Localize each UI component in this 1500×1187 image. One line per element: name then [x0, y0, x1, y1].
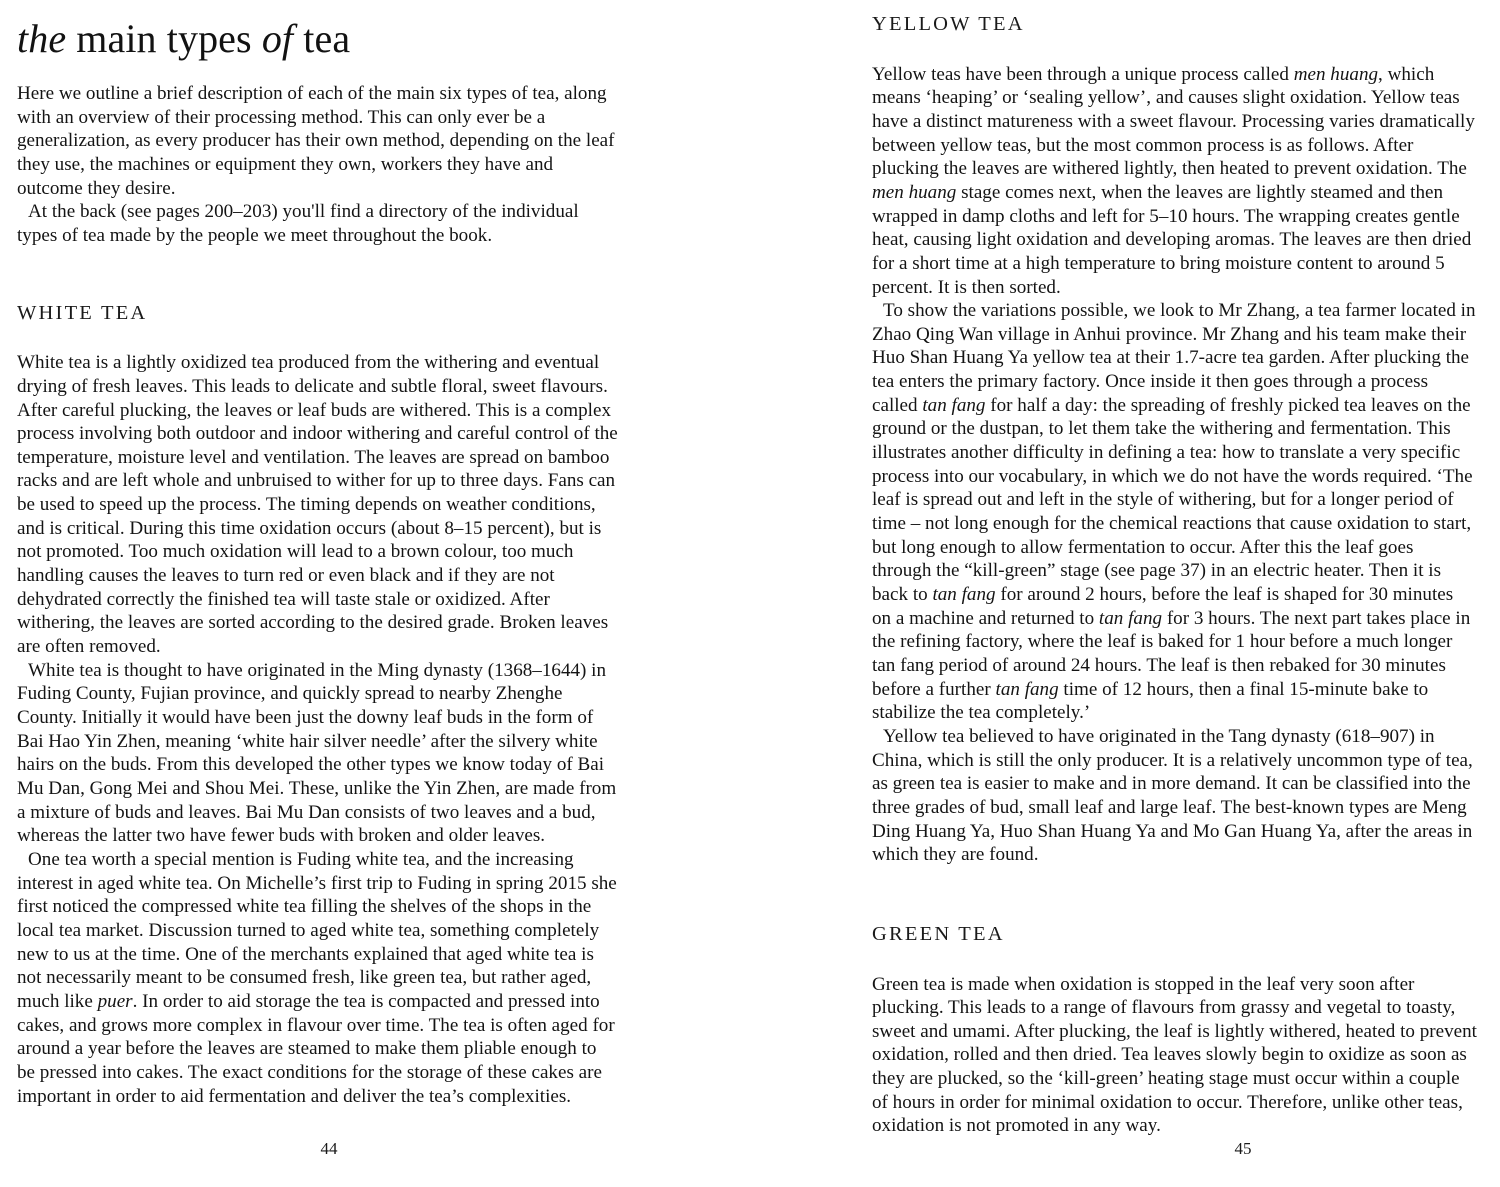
yellow-p2-italic-tan-fang-2: tan fang — [932, 584, 996, 606]
section-heading-yellow-tea: YELLOW TEA — [872, 13, 1025, 35]
intro-paragraph-2: At the back (see pages 200–203) you'll find a directory of the individual types of tea made by the people we meet throughout the book. — [17, 201, 579, 246]
green-tea-body — [872, 973, 1477, 1139]
section-heading-green-tea: GREEN TEA — [872, 922, 1005, 945]
title-word-of: of — [261, 16, 294, 61]
yellow-p2-italic-tan-fang-3: tan fang — [1098, 607, 1163, 629]
yellow-p2-italic-tan-fang-1: tan fang — [922, 394, 986, 416]
yellow-p2-segment-b: for half a day: the spreading of freshly picked tea leaves on the ground or the dustpan, to let them take the withering and fermentation. This illustrates another difficulty in defining a tea: how to translate a very specific process into our vocabulary, in which we do not have the words required. ‘The leaf is spread out and left in the style of withering, but for a longer period of time – not long enough for the chemical reactions that cause oxidation to start, but long enough to allow fermentation to occur. After this the leaf goes through the “kill-green” stage (see page 37) in an electric heater. Then it is back to — [872, 394, 1473, 606]
yellow-p1-segment-c: stage comes next, when the leaves are lightly steamed and then wrapped in damp cloths and left for 5–10 hours. The wrapping creates gentle heat, causing light oxidation and developing aromas. The leaves are then dried for a short time at a high temperature to bring moisture content to around 5 percent. It is then sorted. — [872, 181, 1472, 298]
yellow-tea-paragraph-2 — [872, 299, 1477, 725]
page-title — [17, 0, 618, 60]
intro-paragraph-1: Here we outline a brief description of each of the main six types of tea, along with an overview of their processing method. This can only ever be a generalization, as every producer has their own method, depending on the leaf they use, the machines or equipment they own, workers they have and outcome they desire. — [17, 83, 615, 199]
right-page — [750, 0, 1500, 1187]
yellow-p2-segment-c: for around 2 hours, before the leaf is shaped for 30 minutes on a machine and returned to — [872, 584, 1454, 629]
yellow-tea-body — [872, 63, 1477, 867]
yellow-p2-segment-a: To show the variations possible, we look to Mr Zhang, a tea farmer located in Zhao Qing Wan village in Anhui province. Mr Zhang and his team make their Huo Shan Huang Ya yellow tea at their 1.7-acre tea garden. After plucking the tea enters the primary factory. Once inside it then goes through a process called — [872, 300, 1476, 416]
title-word-tea: tea — [303, 16, 351, 61]
folio-left: 44 — [320, 1139, 338, 1158]
title-word-the: the — [17, 16, 67, 61]
yellow-p2-segment-e: time of 12 hours, then a final 15-minute bake to stabilize the tea completely.’ — [872, 678, 1429, 724]
yellow-tea-paragraph-3: Yellow tea believed to have originated in the Tang dynasty (618–907) in China, which is still the only producer. It is a relatively uncommon type of tea, as green tea is easier to make and in more demand. It can be classified into the three grades of bud, small leaf and large leaf. The best-known types are Meng Ding Huang Ya, Huo Shan Huang Ya and Mo Gan Huang Ya, after the areas in which they are found. — [872, 725, 1473, 866]
yellow-p2-italic-tan-fang-4: tan fang — [995, 678, 1059, 700]
yellow-tea-paragraph-1 — [872, 63, 1477, 300]
yellow-p1-italic-men-huang-2: men huang — [872, 181, 957, 203]
white-tea-paragraph-2: White tea is thought to have originated in the Ming dynasty (1368–1644) in Fuding County, Fujian province, and quickly spread to nearby Zhenghe County. Initially it would have been just the downy leaf buds in the form of Bai Hao Yin Zhen, meaning ‘white hair silver needle’ after the silvery white hairs on the buds. From this developed the other types we know today of Bai Mu Dan, Gong Mei and Shou Mei. These, unlike the Yin Zhen, are made from a mixture of buds and leaves. Bai Mu Dan consists of two leaves and a bud, whereas the latter two have fewer buds with broken and older leaves. — [17, 659, 617, 847]
intro-block — [17, 82, 618, 248]
section-heading-white-tea: WHITE TEA — [17, 301, 148, 324]
green-tea-paragraph-1: Green tea is made when oxidation is stopped in the leaf very soon after plucking. This leads to a range of flavours from grassy and vegetal to toasty, sweet and umami. After plucking, the leaf is lightly withered, heated to prevent oxidation, rolled and then dried. Tea leaves slowly begin to oxidize as soon as they are plucked, so the ‘kill-green’ heating stage must occur within a couple of hours in order for minimal oxidation to occur. Therefore, unlike other teas, oxidation is not promoted in any way. — [872, 973, 1477, 1137]
white-tea-p3-segment-b: . In order to aid storage the tea is compacted and pressed into cakes, and grows more complex in flavour over time. The tea is often aged for around a year before the leaves are steamed to make them pliable enough to be pressed into cakes. The exact conditions for the storage of these cakes are important in order to aid fermentation and deliver the tea’s complexities. — [17, 990, 615, 1107]
white-tea-paragraph-3 — [17, 848, 618, 1108]
yellow-p1-segment-b: , which means ‘heaping’ or ‘sealing yellow’, and causes slight oxidation. Yellow teas have a distinct matureness with a sweet flavour. Processing varies dramatically between yellow teas, but the most common process is as follows. After plucking the leaves are withered lightly, then heated to prevent oxidation. The — [872, 63, 1475, 180]
yellow-p2-segment-d: for 3 hours. The next part takes place in the refining factory, where the leaf is baked for 1 hour before a much longer tan fang period of around 24 hours. The leaf is then rebaked for 30 minutes before a further — [872, 607, 1471, 700]
left-text-column — [17, 0, 618, 1108]
yellow-p1-segment-a: Yellow teas have been through a unique process called — [872, 63, 1294, 85]
white-tea-body — [17, 351, 618, 1108]
white-tea-paragraph-1: White tea is a lightly oxidized tea produced from the withering and eventual drying of fresh leaves. This leads to delicate and subtle floral, sweet flavours. After careful plucking, the leaves or leaf buds are withered. This is a complex process involving both outdoor and indoor withering and careful control of the temperature, moisture level and ventilation. The leaves are spread on bamboo racks and are left whole and unbruised to wither for up to three days. Fans can be used to speed up the process. The timing depends on weather conditions, and is critical. During this time oxidation occurs (about 8–15 percent), but is not promoted. Too much oxidation will lead to a brown colour, too much handling causes the leaves to turn red or even black and if they are not dehydrated correctly the finished tea will taste stale or oxidized. After withering, the leaves are sorted according to the desired grade. Broken leaves are often removed. — [17, 352, 618, 658]
yellow-p1-italic-men-huang-1: men huang — [1293, 63, 1379, 85]
white-tea-p3-italic-puer: puer — [97, 990, 133, 1012]
white-tea-p3-segment-a: One tea worth a special mention is Fuding white tea, and the increasing interest in aged white tea. On Michelle’s first trip to Fuding in spring 2015 she first noticed the compressed white tea filling the shelves of the shops in the local tea market. Discussion turned to aged white tea, something completely new to us at the time. One of the merchants explained that aged white tea is not necessarily meant to be consumed fresh, like green tea, but rather aged, much like — [17, 848, 617, 1012]
folio-right: 45 — [1234, 1139, 1252, 1158]
right-text-column — [872, 0, 1477, 1138]
title-words-main-types: main types — [76, 16, 252, 61]
